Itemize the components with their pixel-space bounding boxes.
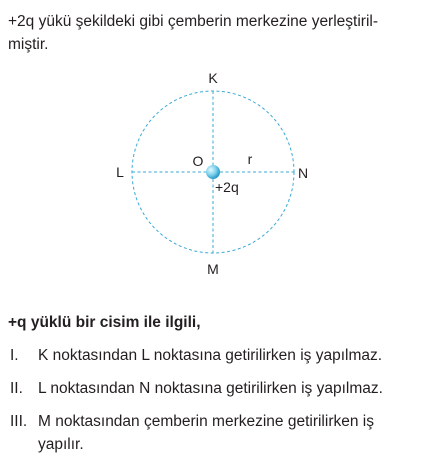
statement-number: II. (10, 380, 23, 397)
point-l-label: L (116, 164, 124, 180)
center-o-label: O (192, 153, 204, 169)
statement-item (8, 410, 422, 456)
charge-label: +2q (215, 179, 239, 195)
statement-item (8, 377, 422, 400)
statement-number: III. (10, 413, 28, 430)
point-n-label: N (297, 165, 309, 181)
intro-line-1: +2q yükü şekildeki gibi çemberin merkezine yerleştiril- (8, 13, 378, 30)
statement-item (8, 344, 422, 367)
statement-text: L noktasından N noktasına getirilirken iş yapılmaz. (38, 380, 383, 397)
charge-ball (206, 165, 220, 179)
point-k-label: K (208, 70, 218, 86)
statement-text: K noktasından L noktasına getirilirken iş yapılmaz. (38, 347, 383, 364)
statement-number: I. (10, 347, 19, 364)
intro-line-2: miştir. (8, 36, 49, 53)
statement-text: M noktasından çemberin merkezine getirilirken iş yapılır. (38, 413, 374, 453)
circle-figure (110, 68, 320, 278)
statement-list (8, 344, 422, 466)
problem-intro (8, 10, 420, 56)
question-stem: +q yüklü bir cisim ile ilgili, (8, 314, 201, 331)
radius-r-label: r (247, 151, 253, 167)
point-m-label: M (207, 261, 219, 277)
